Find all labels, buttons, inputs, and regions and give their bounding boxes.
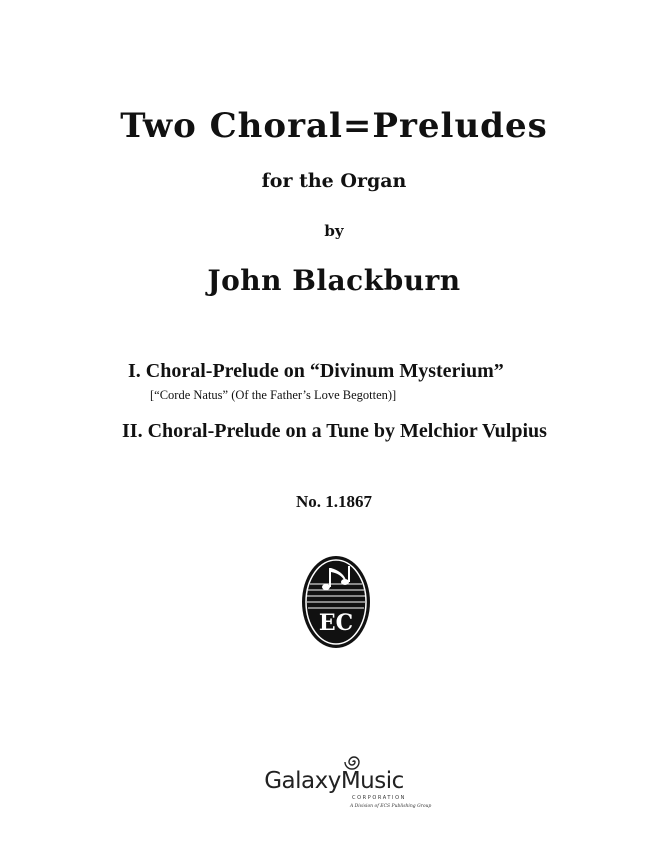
page-title: Two Choral=Preludes <box>120 106 548 146</box>
contents-item-1: I. Choral-Prelude on “Divinum Mysterium” <box>128 360 504 382</box>
publisher-division: A Division of ECS Publishing Group <box>350 804 432 809</box>
emblem-letters: EC <box>318 610 354 636</box>
catalog-number: No. 1.1867 <box>295 492 373 511</box>
page-subtitle: for the Organ <box>261 170 407 192</box>
publisher-name: GalaxyMusic <box>264 768 404 794</box>
composer-name: John Blackburn <box>207 264 461 297</box>
contents-item-2: II. Choral-Prelude on a Tune by Melchior Vulpius <box>122 420 547 442</box>
by-line: by <box>324 222 344 240</box>
publisher-corporation: CORPORATION <box>352 795 406 801</box>
contents-item-1-note: [“Corde Natus” (Of the Father’s Love Begotten)] <box>150 388 397 402</box>
ecs-music-emblem-icon <box>300 554 372 650</box>
